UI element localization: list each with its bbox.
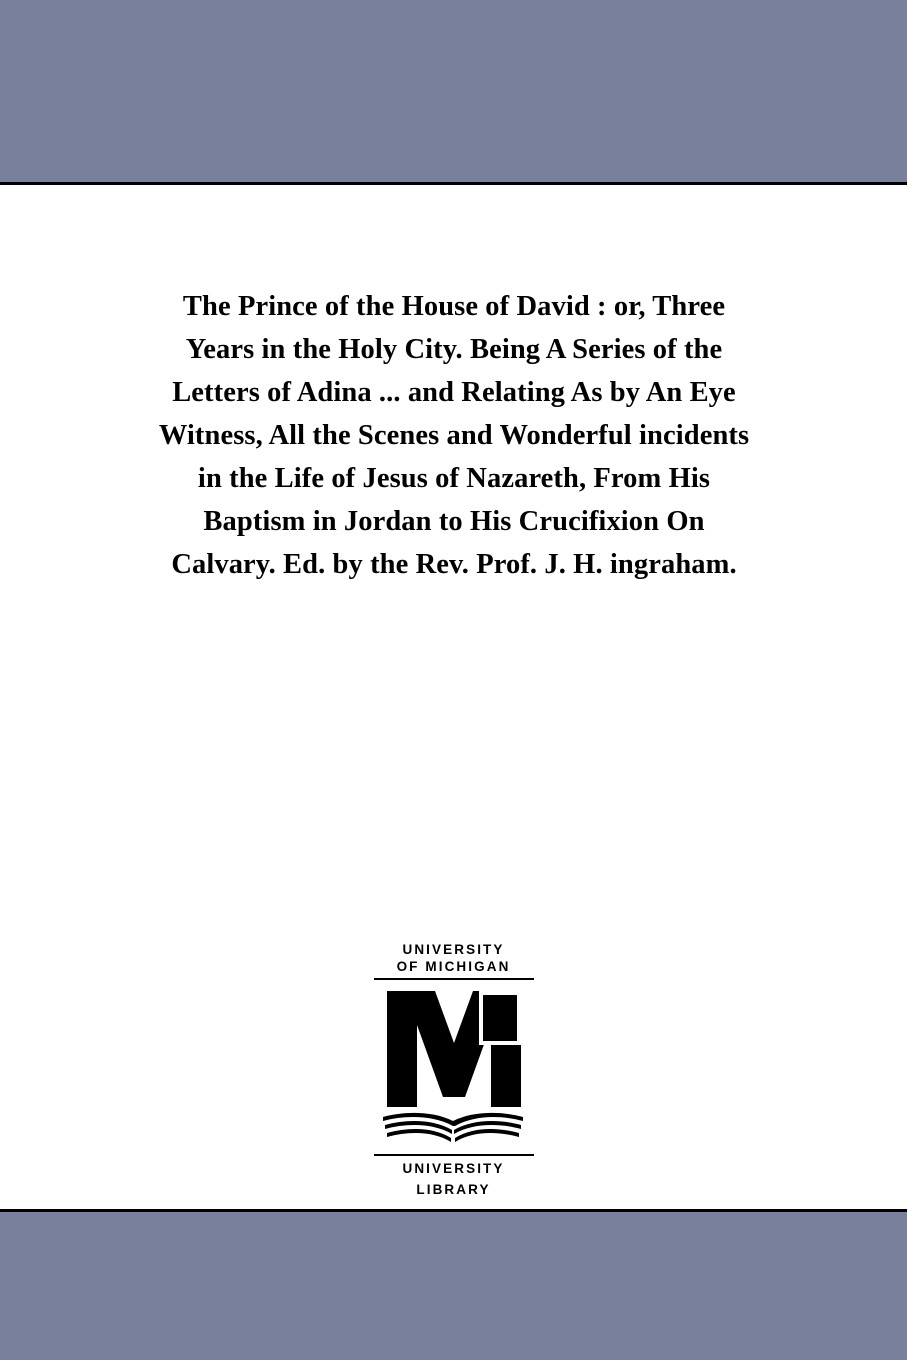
logo-line-university: UNIVERSITY: [402, 942, 505, 957]
logo-divider-top: [374, 978, 534, 980]
um-block-m-book-icon: [379, 985, 529, 1150]
logo-line-library: LIBRARY: [416, 1182, 491, 1197]
bottom-border-band: [0, 1209, 907, 1360]
top-border-band: [0, 0, 907, 185]
logo-line-of-michigan: OF MICHIGAN: [396, 959, 511, 974]
university-logo: [0, 941, 907, 1198]
page-content: [0, 185, 907, 1209]
page-title: The Prince of the House of David : or, Three Years in the Holy City. Being A Series of the Letters of Adina ... and Relating As by An Eye Witness, All the Scenes and Wonderful incidents in the Life of Jesus of Nazareth, From His Baptism in Jordan to His Crucifixion On Calvary. Ed. by the Rev. Prof. J. H. ingraham.: [158, 291, 750, 580]
logo-line-university-2: UNIVERSITY: [402, 1161, 505, 1176]
logo-divider-bottom: [374, 1154, 534, 1156]
